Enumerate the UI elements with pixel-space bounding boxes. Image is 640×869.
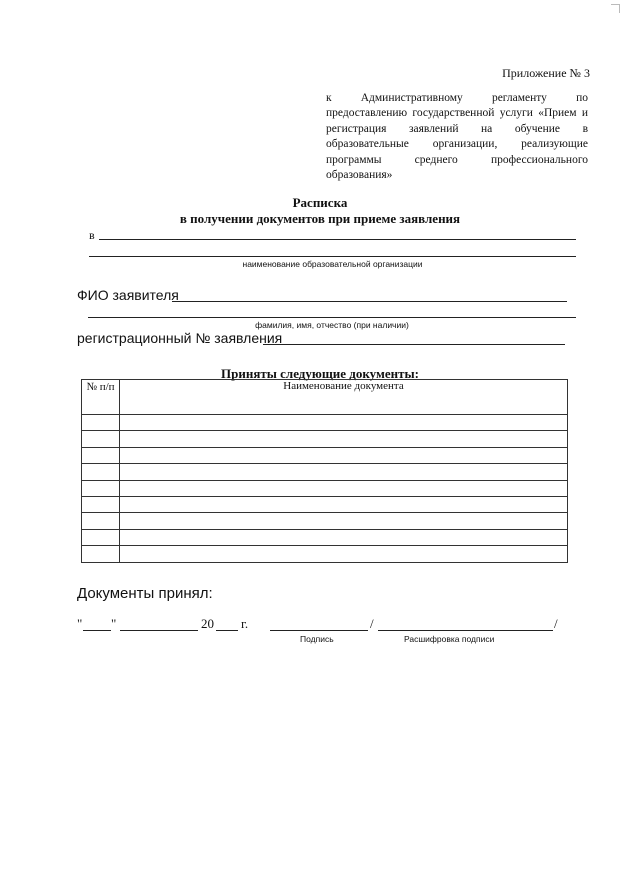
column-header-number: № п/п (82, 380, 120, 415)
table-row (82, 496, 568, 512)
signature-line[interactable] (270, 630, 368, 631)
decoding-caption: Расшифровка подписи (404, 634, 495, 644)
row-document-name-cell[interactable] (120, 546, 568, 562)
signature-slash-right: / (554, 616, 558, 631)
table-row (82, 513, 568, 529)
table-row (82, 431, 568, 447)
signature-decoding-line[interactable] (378, 630, 553, 631)
table-header-row (82, 380, 568, 415)
receipt-subtitle: в получении документов при приеме заявления (179, 211, 461, 226)
date-year-prefix: 20 (201, 616, 214, 631)
date-year-line[interactable] (216, 630, 238, 631)
date-month-line[interactable] (120, 630, 198, 631)
applicant-label: ФИО заявителя (77, 287, 179, 303)
table-row (82, 415, 568, 431)
row-document-name-cell[interactable] (120, 513, 568, 529)
applicant-name-line-2[interactable] (88, 317, 576, 318)
table-row (82, 546, 568, 562)
signature-caption: Подпись (300, 634, 334, 644)
regulation-reference: к Административному регламенту по предоставлению государственной услуги «Прием и регистрация заявлений на обучение в образовательные организации, реализующие программы среднего профессионального образования» (326, 92, 588, 182)
date-quote-open: " (77, 616, 83, 631)
reg-number-line[interactable] (263, 344, 565, 345)
documents-table-body (82, 415, 568, 563)
row-document-name-cell[interactable] (120, 447, 568, 463)
row-number-cell[interactable] (82, 480, 120, 496)
name-caption: фамилия, имя, отчество (при наличии) (255, 320, 409, 330)
row-document-name-cell[interactable] (120, 529, 568, 545)
scan-corner-mark (611, 4, 620, 13)
accepted-by-label: Документы принял: (77, 585, 213, 602)
row-number-cell[interactable] (82, 447, 120, 463)
table-row (82, 464, 568, 480)
documents-heading: Приняты следующие документы: (221, 366, 419, 381)
table-row (82, 480, 568, 496)
row-document-name-cell[interactable] (120, 480, 568, 496)
table-row (82, 447, 568, 463)
org-caption: наименование образовательной организации (242, 259, 423, 269)
org-prefix-label: в (89, 228, 95, 242)
date-day-line[interactable] (83, 630, 111, 631)
row-number-cell[interactable] (82, 529, 120, 545)
table-row (82, 529, 568, 545)
org-name-line-1[interactable] (99, 239, 576, 240)
date-quote-close: " (111, 616, 117, 631)
row-number-cell[interactable] (82, 431, 120, 447)
receipt-title: Расписка (292, 195, 348, 210)
row-document-name-cell[interactable] (120, 464, 568, 480)
row-number-cell[interactable] (82, 415, 120, 431)
appendix-number: Приложение № 3 (502, 66, 590, 80)
column-header-document-name: Наименование документа (120, 380, 568, 415)
row-number-cell[interactable] (82, 496, 120, 512)
org-name-line-2[interactable] (89, 256, 576, 257)
applicant-name-line-1[interactable] (172, 301, 567, 302)
reg-number-label: регистрационный № заявления (77, 330, 283, 346)
date-year-suffix: г. (241, 616, 249, 631)
row-document-name-cell[interactable] (120, 431, 568, 447)
row-document-name-cell[interactable] (120, 415, 568, 431)
row-number-cell[interactable] (82, 513, 120, 529)
signature-slash-left: / (370, 616, 374, 631)
row-number-cell[interactable] (82, 464, 120, 480)
row-document-name-cell[interactable] (120, 496, 568, 512)
documents-table (81, 379, 568, 563)
row-number-cell[interactable] (82, 546, 120, 562)
